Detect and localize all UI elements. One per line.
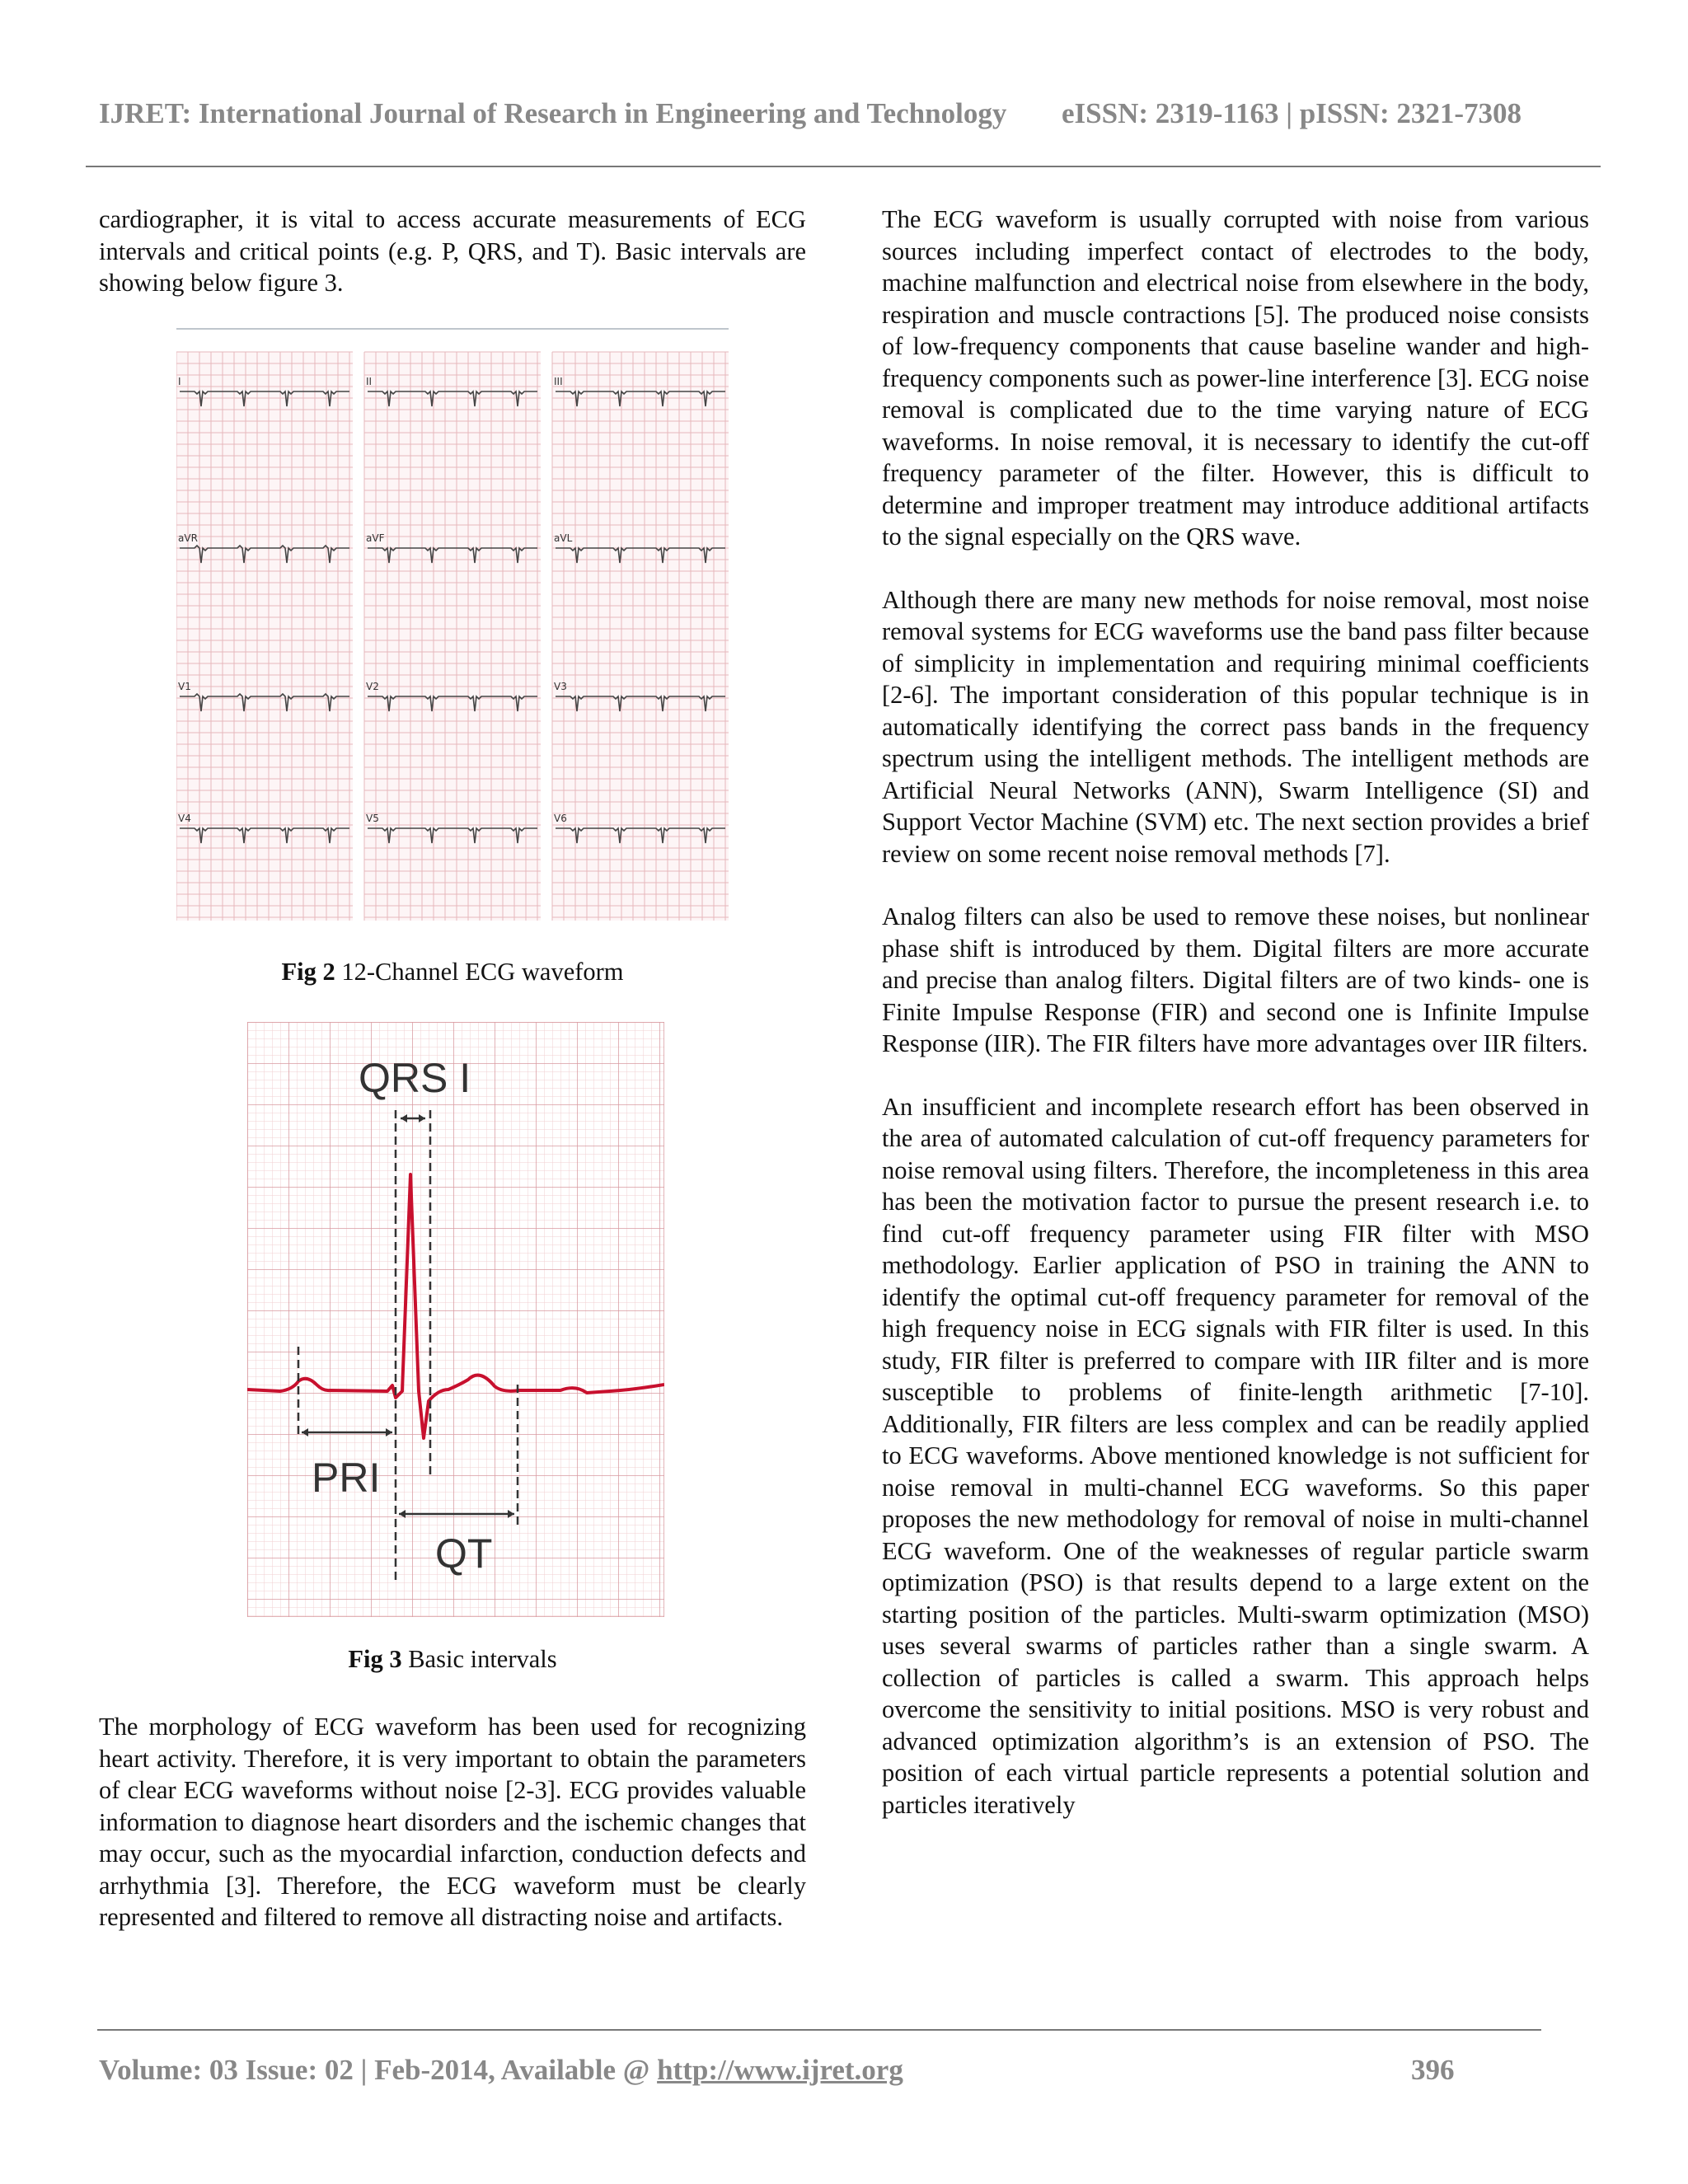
ecg-lead-label: II — [366, 376, 373, 387]
paragraph-analog-digital: Analog filters can also be used to remove these noises, but nonlinear phase shift is introduced by them. Digital filters are more accurate and precise than analog filters. Digital filters are of two kinds- one is Finite Impulse Response (FIR) and second one is Infinite Impulse Response (IIR). The FIR filters have more advantages over IIR filters. — [882, 902, 1589, 1057]
fig3-caption-text: Basic intervals — [401, 1645, 557, 1673]
ecg-lead-label: V3 — [554, 681, 567, 692]
paragraph-mso-methodology: An insufficient and incomplete research effort has been observed in the area of automated calculation of cut-off frequency parameters for noise removal using filters. Therefore, the incompleteness in this area has been the motivation factor to pursue the present research i.e. to find cut-off frequency parameter using FIR filter with MSO methodology. Earlier application of PSO in training the ANN to identify the optimal cut-off frequency parameter for removal of the high frequency noise in ECG signals with FIR filter is used. In this study, FIR filter is preferred to compare with IIR filter and is more susceptible to problems of finite-length arithmetic [7-10]. Additionally, FIR filters are less complex and can be readily applied to ECG waveforms. Above mentioned knowledge is not sufficient for noise removal in multi-channel ECG waveforms. So this paper proposes the new methodology for removal of noise in multi-channel ECG waveform. One of the weaknesses of regular particle swarm optimization (PSO) is that results depend to a large extent on the starting position of the particles. Multi-swarm optimization (MSO) uses several swarms of particles rather than a single swarm. A collection of particles is called a swarm. This approach helps overcome the sensitivity to initial positions. MSO is very robust and advanced optimization algorithm’s is an extension of PSO. The position of each virtual particle represents a potential solution and particles iteratively — [882, 1092, 1589, 1819]
morphology-paragraph: The morphology of ECG waveform has been used for recognizing heart activity. Therefore, it is very important to obtain the parameters of clear ECG waveforms without noise [2-3]. ECG provides valuable information to diagnose heart disorders and the ischemic changes that may occur, such as the myocardial infarction, conduction defects and arrhythmia [3]. Therefore, the ECG waveform must be clearly represented and filtered to remove all distracting noise and artifacts. — [99, 1713, 806, 1931]
ecg-lead-label: I — [178, 376, 181, 387]
left-column — [99, 204, 806, 330]
qrs-label: QRS I — [359, 1055, 471, 1101]
paragraph-noise-sources: The ECG waveform is usually corrupted with noise from various sources including imperfect contact of electrodes to the body, machine malfunction and electrical noise from elsewhere in the body, respiration and muscle contractions [5]. The produced noise consists of low-frequency components that cause baseline wander and high-frequency components such as power-line interference [3]. ECG noise removal is complicated due to the time varying nature of ECG waveforms. In noise removal, it is necessary to identify the cut-off frequency parameter of the filter. However, this is difficult to determine and improper treatment may introduce additional artifacts to the signal especially on the QRS wave. — [882, 205, 1589, 551]
basic-intervals-svg — [247, 1022, 664, 1617]
fig3-label: Fig 3 — [348, 1645, 402, 1673]
footer-divider — [97, 2029, 1541, 2031]
footer-prefix: Volume: 03 Issue: 02 | Feb-2014, Available @ — [99, 2054, 658, 2086]
journal-title: IJRET: International Journal of Research in Engineering and Technology — [99, 97, 1007, 129]
journal-link[interactable]: http://www.ijret.org — [657, 2054, 903, 2086]
figure-basic-intervals — [247, 1022, 664, 1617]
ecg-lead-label: V1 — [178, 681, 191, 692]
issn-info: eISSN: 2319-1163 | pISSN: 2321-7308 — [1062, 97, 1522, 129]
ecg-lead-label: aVL — [554, 532, 573, 544]
pri-label: PRI — [312, 1455, 381, 1501]
ecg-lead-label: aVR — [178, 532, 198, 544]
ecg-lead-label: V6 — [554, 813, 567, 824]
paragraph-band-pass: Although there are many new methods for noise removal, most noise removal systems for ECG waveforms use the band pass filter because of simplicity in implementation and requiring minimal coefficients [2-6]. The important consideration of this popular technique is in automatically identifying the correct pass bands in the frequency spectrum using the intelligent methods. The intelligent methods are Artificial Neural Networks (ANN), Swarm Intelligence (SI) and Support Vector Machine (SVM) etc. The next section provides a brief review on some recent noise removal methods [7]. — [882, 585, 1589, 868]
qt-label: QT — [435, 1530, 493, 1577]
figure-12-lead-ecg — [176, 327, 729, 921]
ecg-lead-label: aVF — [366, 532, 385, 544]
running-header — [99, 97, 1599, 130]
fig2-label: Fig 2 — [281, 958, 335, 986]
right-column — [882, 204, 1589, 1852]
fig2-caption-text: 12-Channel ECG waveform — [335, 958, 624, 986]
fig2-caption — [99, 958, 806, 987]
ecg-lead-label: V5 — [366, 813, 379, 824]
fig3-caption — [99, 1645, 806, 1674]
ecg-12-lead-svg — [176, 327, 729, 921]
intro-paragraph: cardiographer, it is vital to access accurate measurements of ECG intervals and critical points (e.g. P, QRS, and T). Basic intervals are showing below figure 3. — [99, 205, 806, 297]
header-divider — [86, 166, 1601, 167]
ecg-lead-label: V4 — [178, 813, 191, 824]
ecg-lead-label: III — [554, 376, 563, 387]
footer-volume — [99, 2054, 903, 2087]
ecg-lead-label: V2 — [366, 681, 379, 692]
page-number: 396 — [1411, 2054, 1455, 2086]
